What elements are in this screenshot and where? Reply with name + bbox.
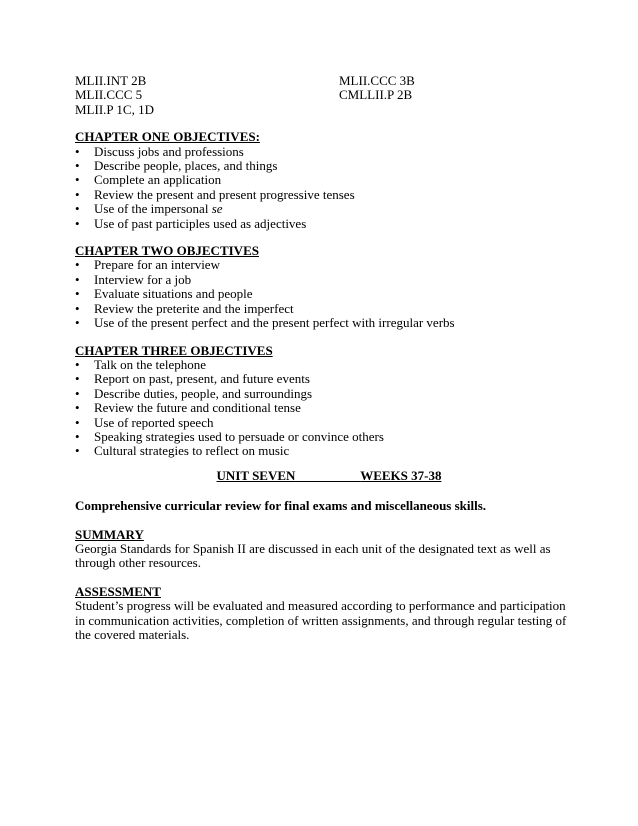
bullet-icon: • <box>75 371 80 387</box>
bullet-icon: • <box>75 428 80 444</box>
list-item: • Use of reported speech <box>75 414 214 430</box>
standards-right <box>339 74 539 117</box>
summary-text: Georgia Standards for Spanish II are discussed in each unit of the designated text as well as through other resources. <box>75 540 551 571</box>
bullet-icon: • <box>75 385 80 401</box>
bullet-icon: • <box>75 186 80 202</box>
bullet-icon: • <box>75 315 80 331</box>
bullet-icon: • <box>75 201 80 217</box>
list-item: • Discuss jobs and professions <box>75 143 244 159</box>
assessment-text: Student’s progress will be evaluated and measured according to performance and participation in communication activities, completion of written assignments, and through regular testing of the covered materials. <box>75 598 567 642</box>
bullet-icon: • <box>75 300 80 316</box>
list-item: • Describe duties, people, and surroundings <box>75 385 313 401</box>
chapter-one-section <box>75 130 575 231</box>
summary-heading: SUMMARY <box>75 526 144 542</box>
chapter-one-heading: CHAPTER ONE OBJECTIVES: <box>75 129 260 145</box>
unit-weeks: WEEKS 37-38 <box>360 467 442 483</box>
bullet-icon: • <box>75 400 80 416</box>
bullet-icon: • <box>75 257 80 273</box>
unit-title: UNIT SEVEN WEEKS 37-38 <box>216 467 442 483</box>
list-item: • Cultural strategies to reflect on music <box>75 443 290 459</box>
unit-heading <box>75 469 575 483</box>
chapter-two-objectives <box>75 258 575 330</box>
bullet-icon: • <box>75 443 80 459</box>
list-item: • Review the present and present progressive tenses <box>75 186 355 202</box>
list-item: • Review the future and conditional tense <box>75 400 301 416</box>
bullet-icon: • <box>75 356 80 372</box>
chapter-three-heading: CHAPTER THREE OBJECTIVES <box>75 342 273 358</box>
bullet-icon: • <box>75 414 80 430</box>
italic-term: se <box>211 201 223 217</box>
standard-code: MLII.CCC 5 <box>75 87 143 103</box>
standard-code: MLII.INT 2B <box>75 73 147 88</box>
bullet-icon: • <box>75 172 80 188</box>
list-item: • Describe people, places, and things <box>75 158 278 174</box>
standards-left <box>75 74 339 117</box>
list-item: • Complete an application <box>75 172 222 188</box>
summary-section <box>75 528 575 571</box>
list-item: • Interview for a job <box>75 271 192 287</box>
standard-code: MLII.P 1C, 1D <box>75 101 154 117</box>
standards-codes <box>75 74 575 117</box>
bullet-icon: • <box>75 158 80 174</box>
bullet-icon: • <box>75 271 80 287</box>
list-item: • Review the preterite and the imperfect <box>75 300 294 316</box>
chapter-three-section <box>75 344 575 459</box>
document-page <box>75 74 575 642</box>
list-item: • Talk on the telephone <box>75 356 207 372</box>
bullet-icon: • <box>75 215 80 231</box>
list-item: • Speaking strategies used to persuade or convince others <box>75 428 384 444</box>
list-item: • Evaluate situations and people <box>75 286 253 302</box>
standard-code: MLII.CCC 3B <box>339 73 415 88</box>
list-item: • Report on past, present, and future events <box>75 371 310 387</box>
chapter-two-heading: CHAPTER TWO OBJECTIVES <box>75 243 259 259</box>
chapter-one-objectives <box>75 145 575 231</box>
list-item: • Use of the impersonal se <box>75 201 223 217</box>
chapter-three-objectives <box>75 358 575 459</box>
assessment-section <box>75 585 575 643</box>
list-item: • Use of the present perfect and the present perfect with irregular verbs <box>75 315 455 331</box>
review-statement: Comprehensive curricular review for final exams and miscellaneous skills. <box>75 498 487 514</box>
assessment-heading: ASSESSMENT <box>75 583 161 599</box>
bullet-icon: • <box>75 286 80 302</box>
bullet-icon: • <box>75 143 80 159</box>
chapter-two-section <box>75 244 575 330</box>
list-item: • Prepare for an interview <box>75 257 220 273</box>
list-item: • Use of past participles used as adjectives <box>75 215 307 231</box>
standard-code: CMLLII.P 2B <box>339 87 413 103</box>
